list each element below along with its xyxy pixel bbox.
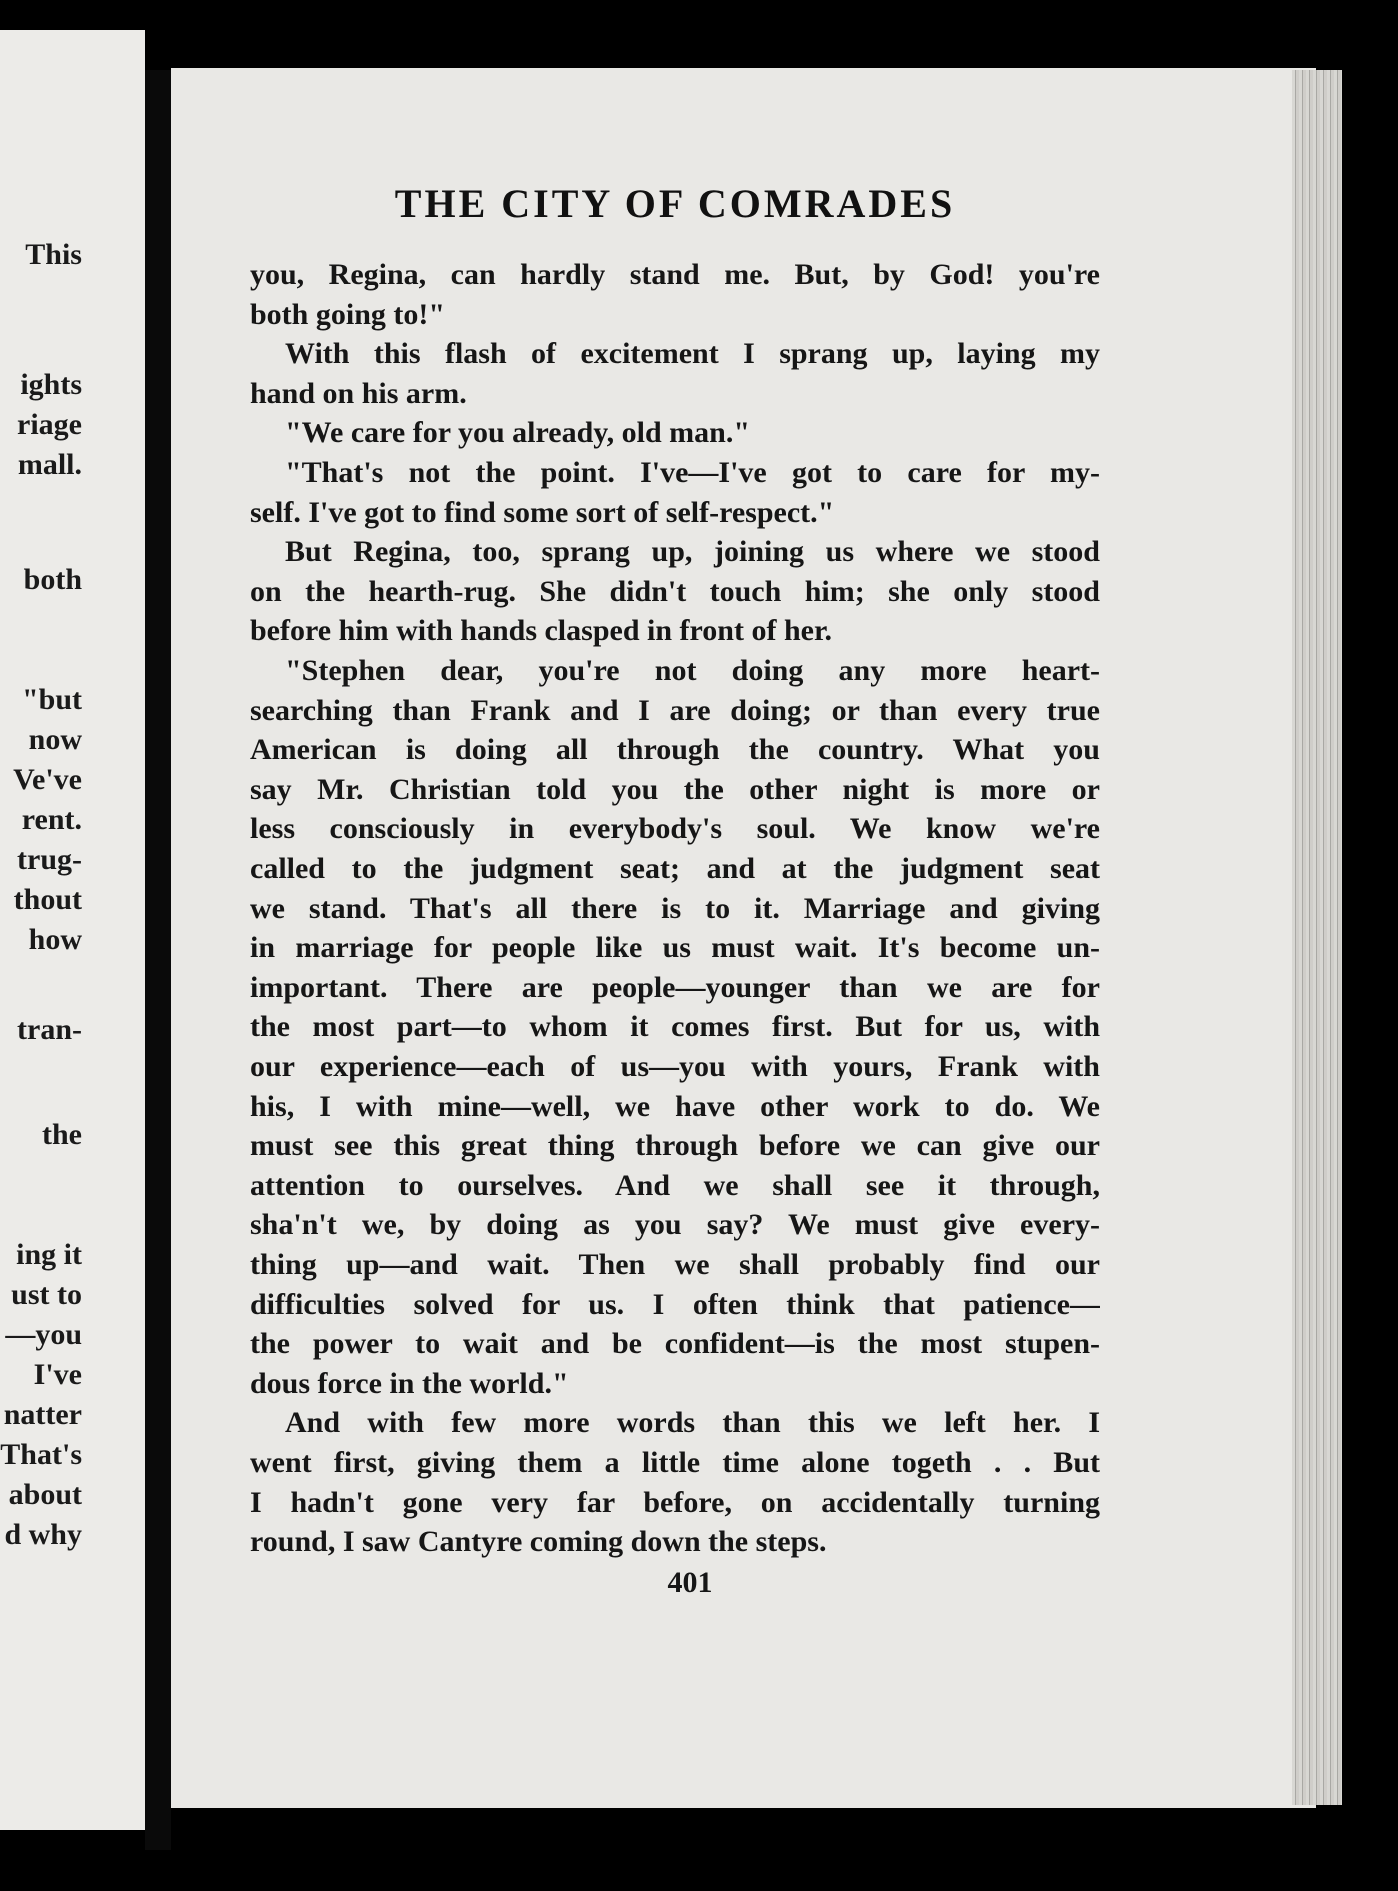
left-page-fragment: tran- bbox=[17, 1013, 82, 1046]
text-line: important. There are people—younger than we are for bbox=[250, 971, 1100, 1004]
text-line: American is doing all through the country. What you bbox=[250, 733, 1100, 766]
left-page-fragment: mall. bbox=[17, 448, 82, 481]
text-line: our experience—each of us—you with yours, Frank with bbox=[250, 1050, 1100, 1083]
left-page-fragment: the bbox=[42, 1118, 82, 1151]
text-line: thing up—and wait. Then we shall probably find our bbox=[250, 1248, 1100, 1281]
text-line: both going to!" bbox=[250, 298, 446, 331]
text-line: you, Regina, can hardly stand me. But, by God! you're bbox=[250, 258, 1100, 291]
left-page-fragment: That's bbox=[0, 1438, 82, 1471]
left-page-fragment: "but bbox=[21, 683, 82, 716]
text-line: less consciously in everybody's soul. We know we're bbox=[250, 812, 1100, 845]
text-line: we stand. That's all there is to it. Marriage and giving bbox=[250, 892, 1100, 925]
left-page-fragment: ights bbox=[20, 368, 82, 401]
text-line: say Mr. Christian told you the other night is more or bbox=[250, 773, 1100, 806]
text-line: attention to ourselves. And we shall see it through, bbox=[250, 1169, 1100, 1202]
text-line: difficulties solved for us. I often think that patience— bbox=[250, 1288, 1100, 1321]
left-page-fragment: ing it bbox=[16, 1238, 82, 1271]
text-line: But Regina, too, sprang up, joining us where we stood bbox=[285, 535, 1100, 568]
text-line: "We care for you already, old man." bbox=[285, 416, 750, 449]
left-page-fragment: I've bbox=[33, 1358, 82, 1391]
text-line: round, I saw Cantyre coming down the steps. bbox=[250, 1525, 827, 1558]
text-line: With this flash of excitement I sprang up, laying my bbox=[285, 337, 1100, 370]
left-page-fragment: trug- bbox=[17, 843, 82, 876]
page-number: 401 bbox=[667, 1566, 713, 1599]
text-line: dous force in the world." bbox=[250, 1367, 569, 1400]
text-line: self. I've got to find some sort of self-respect." bbox=[250, 496, 835, 529]
running-head: THE CITY OF COMRADES bbox=[394, 181, 956, 226]
page-edges bbox=[1292, 70, 1342, 1805]
left-page-fragment: now bbox=[28, 723, 82, 756]
text-line: called to the judgment seat; and at the judgment seat bbox=[250, 852, 1100, 885]
left-page-fragment: d why bbox=[4, 1518, 82, 1551]
text-line: his, I with mine—well, we have other work to do. We bbox=[250, 1090, 1100, 1123]
left-page-fragment: natter bbox=[3, 1398, 82, 1431]
left-page-fragment: about bbox=[8, 1478, 82, 1511]
text-line: "Stephen dear, you're not doing any more heart- bbox=[285, 654, 1100, 687]
text-line: the most part—to whom it comes first. But for us, with bbox=[250, 1010, 1100, 1043]
left-page-fragment: thout bbox=[13, 883, 82, 916]
left-page-fragment: ust to bbox=[11, 1278, 82, 1311]
book-spine bbox=[145, 70, 171, 1850]
left-page-fragment: This bbox=[25, 238, 82, 271]
text-line: I hadn't gone very far before, on accidentally turning bbox=[250, 1486, 1100, 1519]
left-page-fragment: Ve've bbox=[13, 763, 82, 796]
text-line: before him with hands clasped in front of her. bbox=[250, 614, 833, 647]
text-line: went first, giving them a little time alone togeth . . But bbox=[250, 1446, 1100, 1479]
left-page-fragment: riage bbox=[17, 408, 82, 441]
text-line: "That's not the point. I've—I've got to care for my- bbox=[285, 456, 1100, 489]
text-line: sha'n't we, by doing as you say? We must give every- bbox=[250, 1208, 1100, 1241]
text-line: searching than Frank and I are doing; or than every true bbox=[250, 694, 1100, 727]
text-line: must see this great thing through before we can give our bbox=[250, 1129, 1100, 1162]
left-page-fragment: —you bbox=[5, 1318, 82, 1351]
text-line: hand on his arm. bbox=[250, 377, 467, 410]
text-line: And with few more words than this we left her. I bbox=[285, 1406, 1100, 1439]
text-line: on the hearth-rug. She didn't touch him; she only stood bbox=[250, 575, 1100, 608]
text-line: the power to wait and be confident—is the most stupen- bbox=[250, 1327, 1100, 1360]
left-page-fragment: rent. bbox=[21, 803, 82, 836]
left-page-fragment: both bbox=[23, 563, 82, 596]
text-line: in marriage for people like us must wait. It's become un- bbox=[250, 931, 1100, 964]
left-page-fragment: how bbox=[28, 923, 82, 956]
